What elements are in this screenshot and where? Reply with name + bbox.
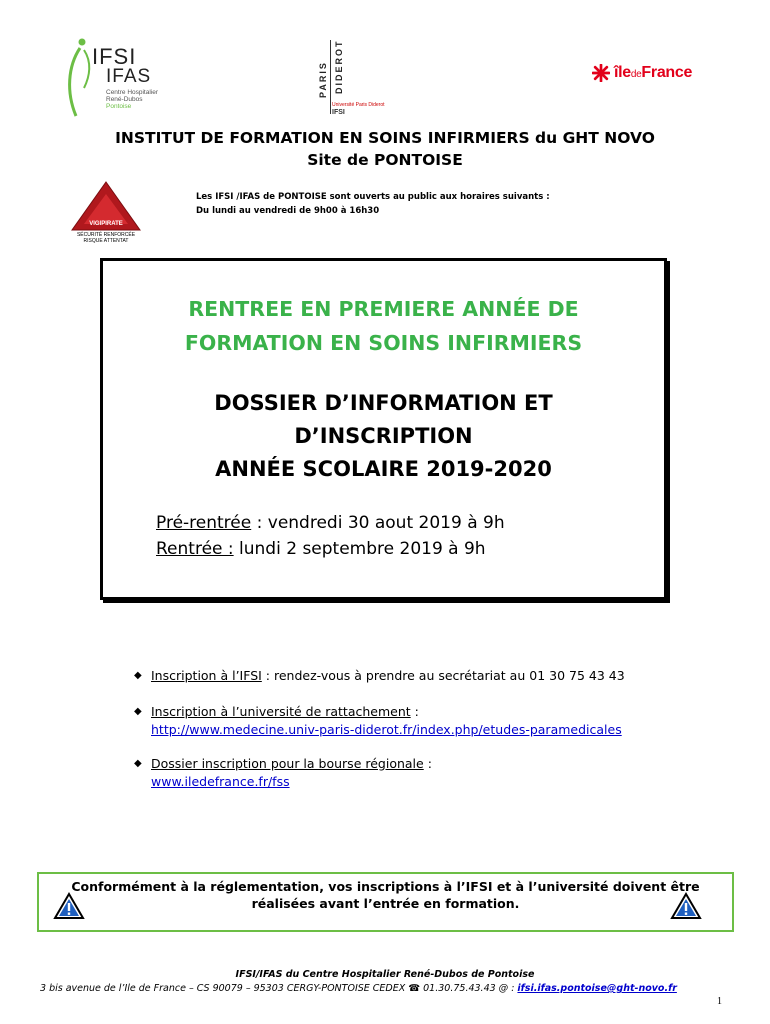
prerentree-label: Pré-rentrée — [156, 513, 252, 533]
warning-triangle-icon — [53, 892, 85, 920]
diamond-bullet-icon: ◆ — [134, 706, 142, 717]
diamond-bullet-icon: ◆ — [134, 758, 142, 769]
paris-logo-ifsi: IFSI — [332, 109, 345, 116]
notice-line2: réalisées avant l’entrée en formation. — [251, 896, 520, 911]
ifas-logo-text: IFAS — [106, 66, 152, 87]
bullet3-text: : — [423, 756, 432, 771]
paris-logo-text: PARIS — [318, 61, 328, 98]
idf-star-icon — [592, 64, 610, 82]
warning-triangle-icon — [670, 892, 702, 920]
prerentree-value: : vendredi 30 aout 2019 à 9h — [251, 513, 505, 533]
bullet3-label: Dossier inscription pour la bourse régionale — [151, 756, 424, 771]
institute-title: INSTITUT DE FORMATION EN SOINS INFIRMIERS du GHT NOVO — [115, 129, 655, 147]
bullet-inscription-ifsi — [134, 667, 625, 685]
prerentree-line — [156, 513, 505, 533]
bullet2-text: : — [410, 704, 419, 719]
dossier-title-line2: D’INSCRIPTION — [294, 424, 473, 448]
ifsi-logo-sub1: Centre Hospitalier — [106, 89, 159, 96]
regulation-notice — [37, 872, 734, 932]
diderot-logo-text: DIDEROT — [334, 39, 344, 94]
opening-hours-detail: Du lundi au vendredi de 9h00 à 16h30 — [196, 206, 380, 216]
diamond-bullet-icon: ◆ — [134, 670, 142, 681]
ifsi-logo-sub3: Pontoise — [106, 103, 132, 110]
opening-hours-intro: Les IFSI /IFAS de PONTOISE sont ouverts au public aux horaires suivants : — [196, 192, 550, 202]
idf-logo-text: îledeFrance — [614, 64, 693, 81]
ifsi-logo-sub2: René-Dubos — [106, 96, 143, 103]
footer-email-link[interactable]: ifsi.ifas.pontoise@ght-novo.fr — [517, 983, 677, 994]
bullet-inscription-universite — [134, 703, 622, 739]
green-title-line1: RENTREE EN PREMIERE ANNÉE DE — [188, 297, 579, 321]
paris-logo-divider — [330, 40, 331, 114]
paris-logo-small: Université Paris Diderot — [332, 102, 385, 108]
rentree-label: Rentrée : — [156, 539, 234, 559]
footer-address-text: 3 bis avenue de l’Ile de France – CS 90079 – 95303 CERGY-PONTOISE CEDEX ☎ 01.30.75.43.43 @ : — [40, 983, 518, 994]
vigipirate-label: VIGIPIRATE — [89, 221, 123, 227]
footer-address — [40, 983, 677, 994]
paris-diderot-logo — [316, 36, 386, 120]
ifsi-logo-text: IFSI — [92, 44, 137, 69]
notice-line1: Conformément à la réglementation, vos inscriptions à l’IFSI et à l’université doivent être — [71, 879, 700, 894]
vigipirate-caption2: RISQUE ATTENTAT — [83, 238, 129, 244]
bourse-link[interactable]: www.iledefrance.fr/fss — [151, 774, 290, 789]
site-title: Site de PONTOISE — [307, 151, 463, 169]
vigipirate-caption1: SÉCURITÉ RENFORCÉE — [76, 232, 136, 238]
page-number: 1 — [717, 996, 722, 1007]
iledefrance-logo — [592, 62, 692, 84]
universite-link[interactable]: http://www.medecine.univ-paris-diderot.fr/index.php/etudes-paramedicales — [151, 722, 622, 737]
rentree-line — [156, 539, 486, 559]
footer-institution: IFSI/IFAS du Centre Hospitalier René-Dubos de Pontoise — [235, 969, 535, 980]
rentree-value: lundi 2 septembre 2019 à 9h — [233, 539, 486, 559]
dossier-title-line1: DOSSIER D’INFORMATION ET — [214, 391, 553, 415]
bullet1-label: Inscription à l’IFSI — [151, 668, 262, 683]
vigipirate-warning-icon — [70, 180, 142, 244]
bullet-bourse-regionale — [134, 755, 432, 791]
school-year-title: ANNÉE SCOLAIRE 2019-2020 — [215, 457, 552, 481]
bullet2-label: Inscription à l’université de rattachement — [151, 704, 411, 719]
green-title-line2: FORMATION EN SOINS INFIRMIERS — [184, 331, 583, 355]
bullet1-text: : rendez-vous à prendre au secrétariat au 01 30 75 43 43 — [261, 668, 625, 683]
main-info-box — [100, 258, 667, 600]
ifsi-ifas-logo — [62, 36, 182, 118]
